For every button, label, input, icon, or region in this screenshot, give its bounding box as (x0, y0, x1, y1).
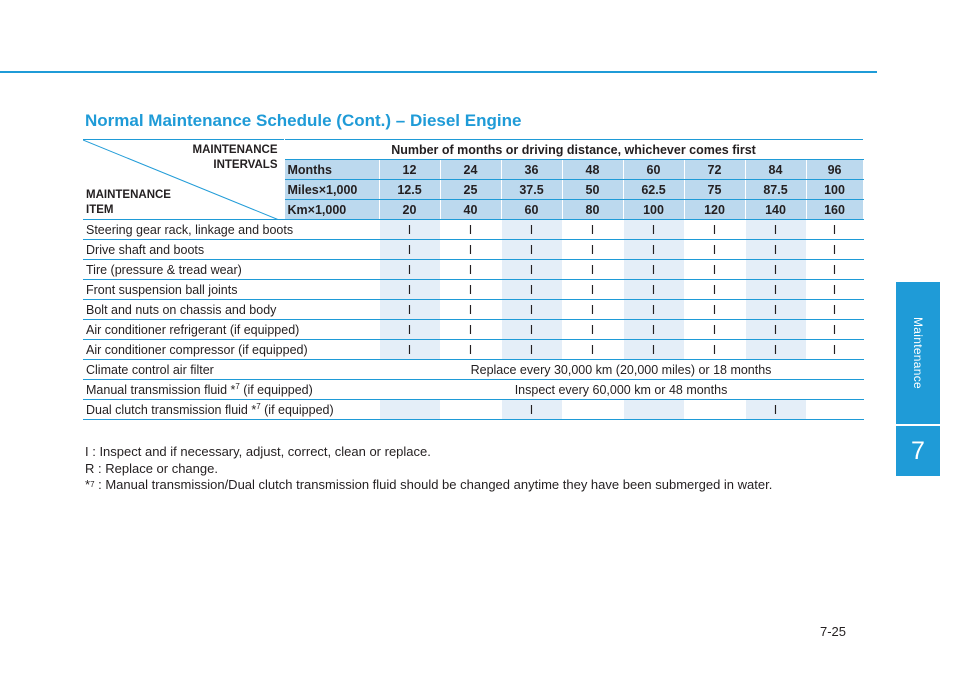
note-footnote: *$^7$ : Manual transmission/Dual clutch transmission fluid should be changed anytime they have been submerged in water. (85, 477, 773, 492)
header-value: 20 (379, 200, 440, 220)
side-tab-label: Maintenance (911, 316, 926, 390)
item-value: I (562, 340, 623, 360)
item-name: Drive shaft and boots (83, 240, 379, 260)
item-span-value: Replace every 30,000 km (20,000 miles) or 18 months (379, 360, 863, 380)
item-value: I (440, 280, 501, 300)
item-value: I (562, 240, 623, 260)
item-value: I (440, 260, 501, 280)
header-value: 75 (684, 180, 745, 200)
item-value: I (806, 220, 863, 240)
item-value: I (745, 280, 806, 300)
item-value: I (440, 300, 501, 320)
table-row (83, 320, 863, 340)
table-row (83, 300, 863, 320)
header-value: 12.5 (379, 180, 440, 200)
item-value: I (562, 280, 623, 300)
item-value: I (745, 400, 806, 420)
chapter-number: 7 (896, 426, 940, 476)
note-inspect: I : Inspect and if necessary, adjust, correct, clean or replace. (85, 444, 431, 459)
item-value: I (806, 240, 863, 260)
item-value: I (745, 220, 806, 240)
header-row-label: Months (284, 160, 379, 180)
item-value: I (379, 280, 440, 300)
header-main-label: Number of months or driving distance, whichever comes first (284, 140, 863, 160)
item-value: I (379, 220, 440, 240)
item-value: I (562, 320, 623, 340)
item-name: Climate control air filter (83, 360, 379, 380)
header-value: 24 (440, 160, 501, 180)
item-value (440, 400, 501, 420)
item-value: I (623, 280, 684, 300)
intervals-label: MAINTENANCE INTERVALS (192, 144, 278, 171)
item-value: I (501, 340, 562, 360)
item-value: I (623, 300, 684, 320)
item-value: I (684, 220, 745, 240)
item-rows (83, 220, 863, 360)
item-name: Dual clutch transmission fluid *$^7$ (if equipped) (83, 400, 379, 420)
item-value: I (806, 340, 863, 360)
item-value: I (745, 260, 806, 280)
item-value: I (501, 260, 562, 280)
table-row (83, 360, 863, 380)
item-value: I (806, 280, 863, 300)
item-value: I (684, 300, 745, 320)
item-value: I (501, 400, 562, 420)
header-value: 96 (806, 160, 863, 180)
item-value: I (562, 260, 623, 280)
header-value: 87.5 (745, 180, 806, 200)
item-name: Front suspension ball joints (83, 280, 379, 300)
header-value: 62.5 (623, 180, 684, 200)
item-value (562, 400, 623, 420)
header-value: 72 (684, 160, 745, 180)
item-name: Air conditioner compressor (if equipped) (83, 340, 379, 360)
item-value (379, 400, 440, 420)
item-value: I (745, 240, 806, 260)
table-row (83, 340, 863, 360)
item-value: I (623, 320, 684, 340)
page-title: Normal Maintenance Schedule (Cont.) – Diesel Engine (85, 111, 522, 130)
item-value: I (623, 340, 684, 360)
item-value: I (684, 280, 745, 300)
item-value: I (562, 220, 623, 240)
item-label: MAINTENANCE ITEM (86, 189, 171, 216)
table-row (83, 380, 863, 400)
side-tab (896, 282, 940, 424)
table-row (83, 260, 863, 280)
item-value: I (806, 320, 863, 340)
header-row-label: Km×1,000 (284, 200, 379, 220)
notes (85, 444, 772, 494)
item-value: I (562, 300, 623, 320)
item-value: I (745, 340, 806, 360)
item-value: I (501, 320, 562, 340)
header-value: 80 (562, 200, 623, 220)
header-value: 25 (440, 180, 501, 200)
item-name: Bolt and nuts on chassis and body (83, 300, 379, 320)
item-value: I (745, 320, 806, 340)
item-value: I (745, 300, 806, 320)
header-value: 50 (562, 180, 623, 200)
item-value: I (501, 280, 562, 300)
item-value: I (379, 300, 440, 320)
item-value: I (623, 240, 684, 260)
header-value: 12 (379, 160, 440, 180)
item-span-value: Inspect every 60,000 km or 48 months (379, 380, 863, 400)
table-row (83, 220, 863, 240)
item-value: I (684, 320, 745, 340)
header-value: 120 (684, 200, 745, 220)
header-value: 100 (623, 200, 684, 220)
item-name: Manual transmission fluid *$^7$ (if equipped) (83, 380, 379, 400)
item-value: I (379, 320, 440, 340)
item-value: I (440, 340, 501, 360)
item-value: I (501, 240, 562, 260)
header-value: 40 (440, 200, 501, 220)
item-value: I (379, 340, 440, 360)
table-row (83, 240, 863, 260)
item-value: I (501, 220, 562, 240)
item-value: I (440, 320, 501, 340)
item-name: Steering gear rack, linkage and boots (83, 220, 379, 240)
page-number: 7-25 (820, 624, 847, 639)
header-value: 60 (623, 160, 684, 180)
table-row (83, 400, 863, 420)
header-diagonal-cell (83, 140, 284, 220)
header-value: 60 (501, 200, 562, 220)
item-value: I (379, 240, 440, 260)
top-rule (0, 71, 877, 73)
item-name: Air conditioner refrigerant (if equipped) (83, 320, 379, 340)
item-value: I (440, 220, 501, 240)
header-value: 84 (745, 160, 806, 180)
header-value: 37.5 (501, 180, 562, 200)
item-value: I (684, 340, 745, 360)
item-value: I (806, 300, 863, 320)
table-row (83, 280, 863, 300)
item-value: I (440, 240, 501, 260)
item-value (623, 400, 684, 420)
item-value: I (623, 220, 684, 240)
header-row-label: Miles×1,000 (284, 180, 379, 200)
item-name: Tire (pressure & tread wear) (83, 260, 379, 280)
item-value (806, 400, 863, 420)
item-value: I (623, 260, 684, 280)
item-value: I (684, 260, 745, 280)
item-value: I (379, 260, 440, 280)
item-value: I (806, 260, 863, 280)
header-value: 48 (562, 160, 623, 180)
maintenance-schedule-table (83, 139, 864, 420)
item-value: I (684, 240, 745, 260)
header-value: 160 (806, 200, 863, 220)
header-value: 140 (745, 200, 806, 220)
item-value (684, 400, 745, 420)
header-value: 36 (501, 160, 562, 180)
header-value: 100 (806, 180, 863, 200)
note-replace: R : Replace or change. (85, 460, 218, 476)
item-value: I (501, 300, 562, 320)
header-row-main (83, 140, 863, 160)
